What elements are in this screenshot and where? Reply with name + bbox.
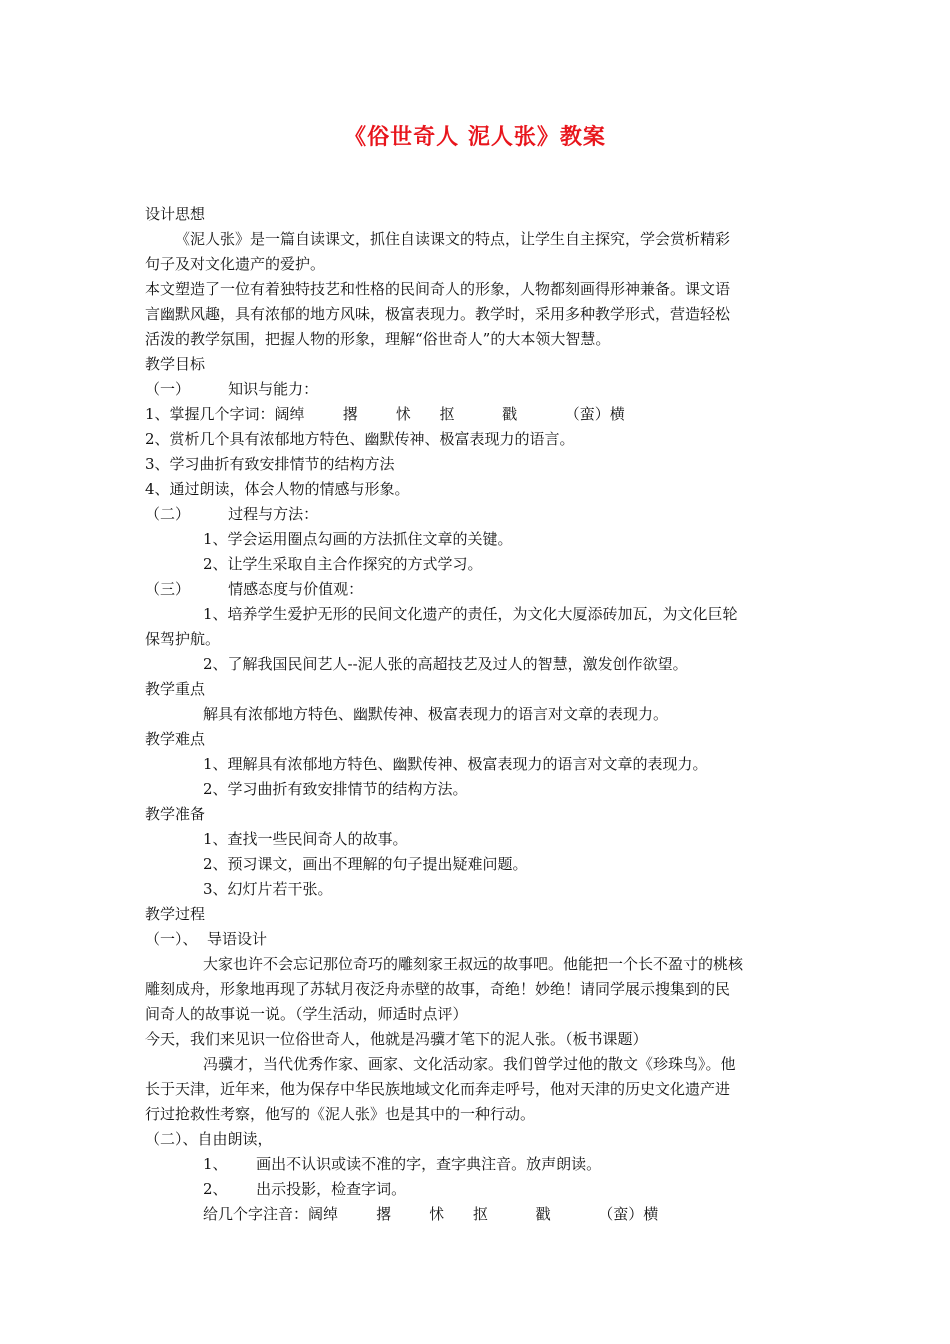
list-item: 2、 出示投影，检查字词。 — [203, 1180, 407, 1198]
paragraph-line: 活泼的教学氛围，把握人物的形象，理解“俗世奇人”的大本领大智慧。 — [145, 330, 611, 348]
paragraph-line: 雕刻成舟，形象地再现了苏轼月夜泛舟赤壁的故事，奇绝！妙绝！请同学展示搜集到的民 — [145, 980, 731, 998]
list-item: 3、学习曲折有致安排情节的结构方法 — [145, 455, 395, 473]
list-item: 2、赏析几个具有浓郁地方特色、幽默传神、极富表现力的语言。 — [145, 430, 575, 448]
subsection-heading: （二）、自由朗读， — [145, 1130, 273, 1148]
document-body — [145, 202, 805, 1227]
section-heading: 教学过程 — [145, 905, 206, 923]
list-item: 1、查找一些民间奇人的故事。 — [203, 830, 408, 848]
list-item: 1、培养学生爱护无形的民间文化遗产的责任，为文化大厦添砖加瓦，为文化巨轮 — [203, 605, 738, 623]
paragraph-line: 今天，我们来见识一位俗世奇人，他就是冯骥才笔下的泥人张。（板书课题） — [145, 1030, 648, 1048]
document-title: 《俗世奇人 泥人张》教案 — [344, 125, 606, 150]
section-heading: 教学目标 — [145, 355, 206, 373]
paragraph-line: 行过抢救性考察，他写的《泥人张》也是其中的一种行动。 — [145, 1105, 536, 1123]
paragraph-line: 言幽默风趣，具有浓郁的地方风味，极富表现力。教学时，采用多种教学形式，营造轻松 — [145, 305, 731, 323]
section-heading: 教学重点 — [145, 680, 206, 698]
subsection-heading: （二） 过程与方法： — [145, 505, 319, 523]
list-item: 2、学习曲折有致安排情节的结构方法。 — [203, 780, 468, 798]
list-item: 1、掌握几个字词：阔绰 撂 怵 抠 戳 （蛮）横 — [145, 405, 625, 423]
list-item: 1、理解具有浓郁地方特色、幽默传神、极富表现力的语言对文章的表现力。 — [203, 755, 708, 773]
list-item: 4、通过朗读，体会人物的情感与形象。 — [145, 480, 410, 498]
paragraph-line: 长于天津，近年来，他为保存中华民族地域文化而奔走呼号，他对天津的历史文化遗产进 — [145, 1080, 731, 1098]
list-item-continuation: 保驾护航。 — [145, 630, 221, 648]
subsection-heading: （三） 情感态度与价值观： — [145, 580, 364, 598]
section-heading: 设计思想 — [145, 205, 206, 223]
paragraph-line: 给几个字注音：阔绰 撂 怵 抠 戳 （蛮）横 — [203, 1205, 659, 1223]
subsection-heading: （一）、 导语设计 — [145, 930, 268, 948]
list-item: 3、幻灯片若干张。 — [203, 880, 333, 898]
subsection-heading: （一） 知识与能力： — [145, 380, 319, 398]
list-item: 2、预习课文，画出不理解的句子提出疑难问题。 — [203, 855, 528, 873]
paragraph-line: 大家也许不会忘记那位奇巧的雕刻家王叔远的故事吧。他能把一个长不盈寸的桃核 — [203, 955, 744, 973]
paragraph-line: 《泥人张》是一篇自读课文，抓住自读课文的特点，让学生自主探究，学会赏析精彩 — [175, 230, 731, 248]
paragraph-line: 句子及对文化遗产的爱护。 — [145, 255, 326, 273]
section-heading: 教学难点 — [145, 730, 206, 748]
list-item: 1、 画出不认识或读不准的字，查字典注音。放声朗读。 — [203, 1155, 602, 1173]
paragraph-line: 冯骥才，当代优秀作家、画家、文化活动家。我们曾学过他的散文《珍珠鸟》。他 — [203, 1055, 736, 1073]
list-item: 2、让学生采取自主合作探究的方式学习。 — [203, 555, 483, 573]
section-heading: 教学准备 — [145, 805, 206, 823]
list-item: 2、了解我国民间艺人--泥人张的高超技艺及过人的智慧，激发创作欲望。 — [203, 655, 688, 673]
paragraph-line: 解具有浓郁地方特色、幽默传神、极富表现力的语言对文章的表现力。 — [203, 705, 669, 723]
list-item: 1、学会运用圈点勾画的方法抓住文章的关键。 — [203, 530, 513, 548]
paragraph-line: 本文塑造了一位有着独特技艺和性格的民间奇人的形象，人物都刻画得形神兼备。课文语 — [145, 280, 731, 298]
paragraph-line: 间奇人的故事说一说。（学生活动，师适时点评） — [145, 1005, 468, 1023]
